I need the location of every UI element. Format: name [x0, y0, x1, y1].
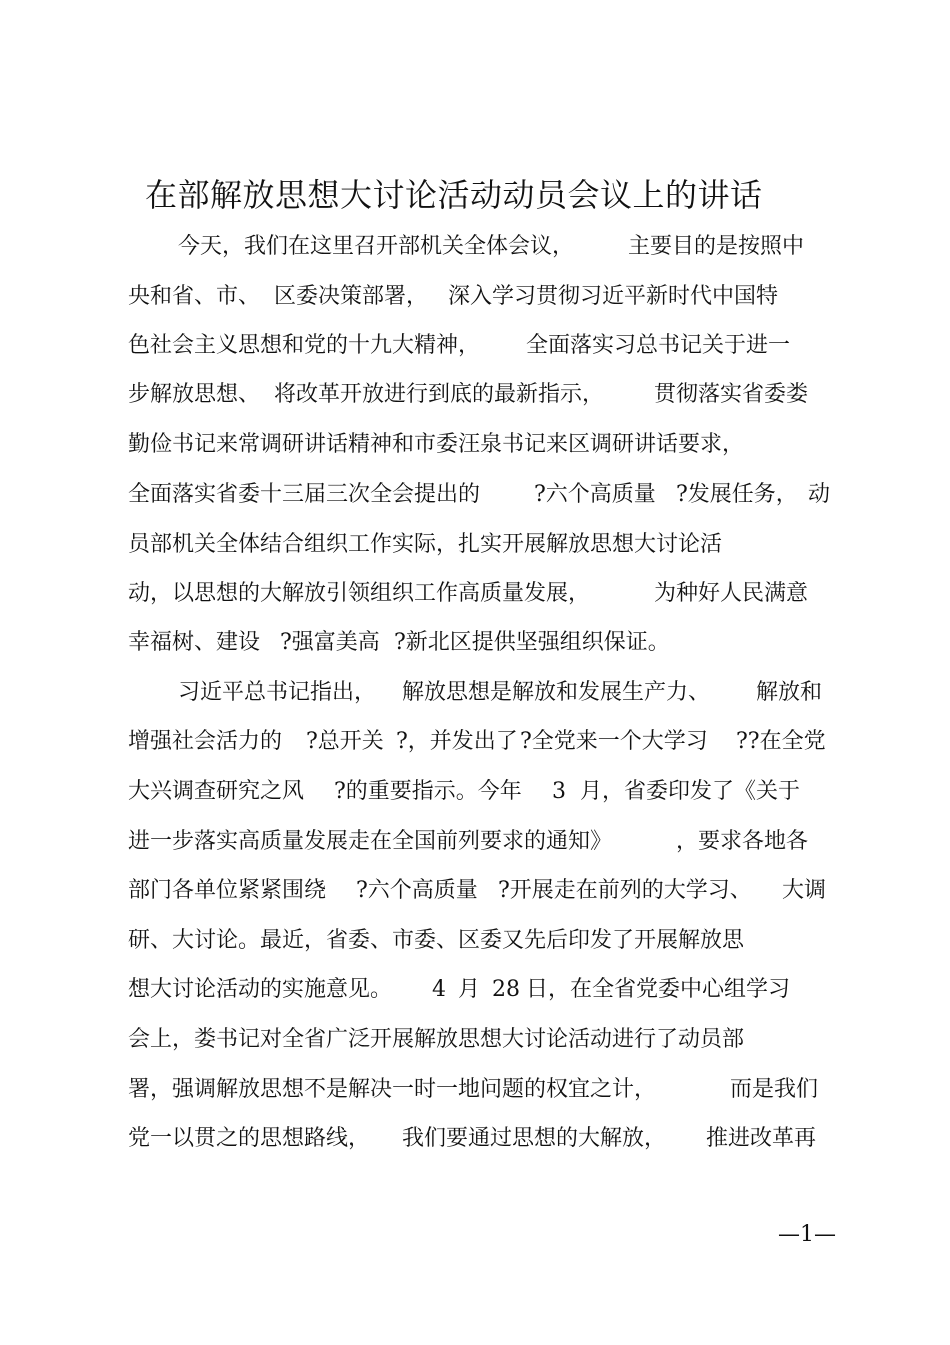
text-segment: 将改革开放进行到底的最新指示，: [274, 382, 605, 407]
text-segment: 色社会主义思想和党的十九大精神，: [128, 333, 481, 358]
document-title: 在部解放思想大讨论活动动员会议上的讲话: [145, 176, 763, 214]
text-segment: 推进改革再: [706, 1126, 817, 1151]
text-segment: ?，并发出了: [396, 729, 518, 754]
text-segment: 区委决策部署，: [274, 284, 429, 309]
text-segment: 央和省、市、: [128, 284, 261, 309]
text-segment: 会上，娄书记对全省广泛开展解放思想大讨论活动进行了动员部: [128, 1027, 745, 1052]
text-segment: 而是我们: [730, 1077, 819, 1102]
text-segment: 全面落实习总书记关于进一: [526, 333, 791, 358]
text-segment: ?的重要指示。今年: [334, 779, 522, 804]
text-segment: 月: [458, 977, 481, 1002]
text-segment: 3: [552, 779, 566, 804]
text-segment: 贯彻落实省委娄: [654, 382, 809, 407]
text-segment: 全面落实省委十三届三次全会提出的: [128, 482, 481, 507]
text-segment: 为种好人民满意: [654, 581, 809, 606]
text-segment: ?总开关: [306, 729, 384, 754]
text-segment: 大兴调查研究之风: [128, 779, 305, 804]
text-segment: 部门各单位紧紧围绕: [128, 878, 327, 903]
text-segment: ?六个高质量: [356, 878, 478, 903]
page-number: —1—: [778, 1222, 836, 1247]
text-segment: 幸福树、建设: [128, 630, 261, 655]
text-segment: 研、大讨论。最近，省委、市委、区委又先后印发了开展解放思: [128, 928, 745, 953]
text-segment: 勤俭书记来常调研讲话精神和市委汪泉书记来区调研讲话要求，: [128, 432, 745, 457]
text-segment: 步解放思想、: [128, 382, 261, 407]
text-segment: 党一以贯之的思想路线，: [128, 1126, 371, 1151]
text-segment: 28: [492, 977, 520, 1002]
text-segment: 今天，我们在这里召开部机关全体会议，: [178, 234, 575, 259]
text-segment: ??在全党: [736, 729, 826, 754]
text-segment: 员部机关全体结合组织工作实际，扎实开展解放思想大讨论活: [128, 532, 723, 557]
text-segment: ?六个高质量: [534, 482, 656, 507]
text-segment: 4: [432, 977, 446, 1002]
text-segment: 深入学习贯彻习近平新时代中国特: [448, 284, 779, 309]
text-segment: 想大讨论活动的实施意见。: [128, 977, 393, 1002]
text-segment: ?新北区提供坚强组织保证。: [394, 630, 670, 655]
text-segment: 解放思想是解放和发展生产力、: [402, 680, 711, 705]
text-segment: 我们要通过思想的大解放，: [402, 1126, 667, 1151]
text-segment: 进一步落实高质量发展走在全国前列要求的通知》: [128, 829, 613, 854]
text-segment: 增强社会活力的: [128, 729, 283, 754]
text-segment: 署，强调解放思想不是解决一时一地问题的权宜之计，: [128, 1077, 657, 1102]
text-segment: ?强富美高: [280, 630, 380, 655]
text-segment: 月，省委印发了《关于: [580, 779, 801, 804]
text-segment: ?全党来一个大学习: [520, 729, 708, 754]
text-segment: ，要求各地各: [676, 829, 809, 854]
text-segment: ?开展走在前列的大学习、: [498, 878, 752, 903]
text-segment: 日，在全省党委中心组学习: [526, 977, 791, 1002]
text-segment: 主要目的是按照中: [628, 234, 805, 259]
text-segment: 大调: [782, 878, 827, 903]
text-segment: ?发展任务，: [676, 482, 798, 507]
text-segment: 动: [808, 482, 831, 507]
text-segment: 习近平总书记指出，: [178, 680, 377, 705]
text-segment: 动，以思想的大解放引领组织工作高质量发展，: [128, 581, 591, 606]
text-segment: 解放和: [756, 680, 823, 705]
